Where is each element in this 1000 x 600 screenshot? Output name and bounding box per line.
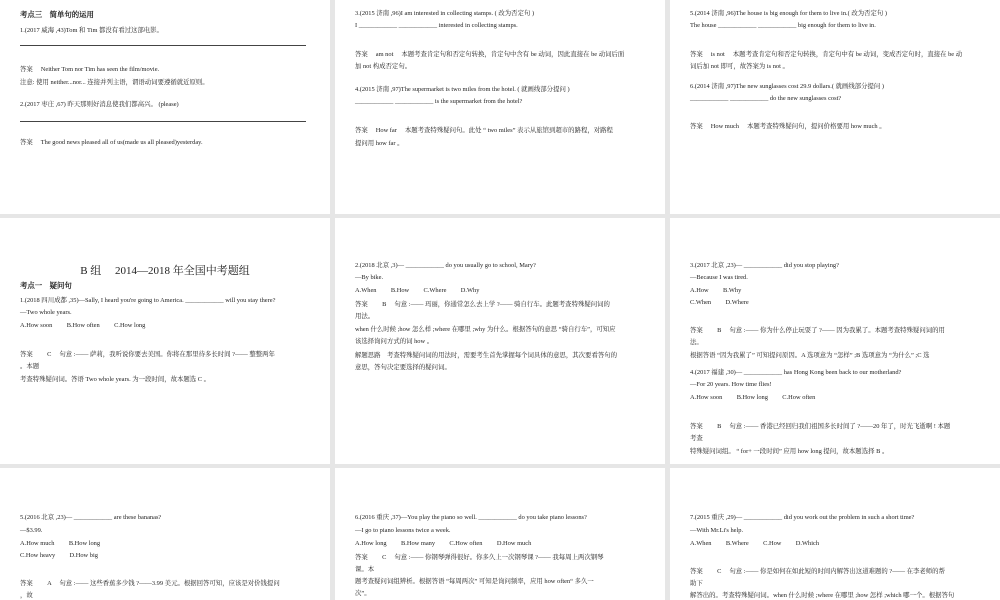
options-text: C.How heavy D.How big xyxy=(20,552,98,559)
answer-text: 答案 C 句意 :—— 你是如何在如此短的时间内解答出这道难题的 ?—— 在李老师的帮 xyxy=(690,568,945,575)
question-text: —Because I was tired. xyxy=(690,274,748,281)
slide-7 xyxy=(0,468,330,600)
answer-text: 课。本 xyxy=(355,566,375,573)
options-text: A.How soon B.How long C.How often xyxy=(690,394,816,401)
question-text: 4.(2015 济南 ,97)The supermarket is two miles from the hotel. ( 就画线部分提问 ) xyxy=(355,86,570,93)
answer-text: 答案 How much 本题考查特殊疑问句，提问价格要用 how much 。 xyxy=(690,123,886,130)
answer-text: 根据答语 “因为我累了” 可知提问原因。A 选项意为 “怎样” ;B 选项意为 “为什么” ;C 选 xyxy=(690,352,930,359)
answer-text: 答案 C 句意 :—— 萨莉，我听说你要去美国。你将在那里待多长时间 ?—— 整整两年 xyxy=(20,351,275,358)
answer-text: 答案 B 句意 :—— 香港已经回归我们祖国多长时间了 ?——20 年了，时光飞逝啊 ! 本题 xyxy=(690,423,951,430)
question-text: 1.(2018 四川成都 ,35)—Sally, I heard you're going to America. ____________ will you stay there? xyxy=(20,297,276,304)
answer-text: 答案 A 句意 :—— 这些香蕉多少钱 ?——3.99 美元。根据回答可知，应该是对价钱提问 xyxy=(20,580,280,587)
tip-text: 解题思路 考查特殊疑问词的用法时，需要考生首先掌握每个词具体的意思，其次要看答句的 xyxy=(355,352,618,359)
question-blank-text: ____________ ____________ is the supermarket from the hotel? xyxy=(355,98,523,105)
question-text: 5.(2016 北京 ,23)— ____________ are these bananas? xyxy=(20,514,162,521)
options-text: A.When B.Where C.How D.Which xyxy=(690,540,820,547)
answer-text: 答案 Neither Tom nor Tim has seen the film/movie. xyxy=(20,66,160,73)
section-heading: 考点一 疑问句 xyxy=(20,281,72,290)
question-text: 6.(2016 重庆 ,37)—You play the piano so well. ____________ do you take piano lessons? xyxy=(355,514,587,521)
answer-text: 助下 xyxy=(690,580,703,587)
answer-text: 加 not 构成否定句。 xyxy=(355,63,412,70)
answer-text: 用法。 xyxy=(355,313,375,320)
question-blank-text: I ____________ ____________ interested in collecting stamps. xyxy=(355,22,518,29)
answer-text: 答案 am not 本题考查肯定句和否定句转换，肯定句中含有 be 动词，因此直接在 be 动词后面 xyxy=(355,51,625,58)
slide-3 xyxy=(670,0,1000,214)
page-title: B 组 2014—2018 年全国中考题组 xyxy=(80,265,250,277)
answer-text: 考查特殊疑问词。答语 Two whole years. 为一段时间，故本题选 C 。 xyxy=(20,376,211,383)
slide-4 xyxy=(0,218,330,464)
answer-text: 该选择询问方式的词 how 。 xyxy=(355,338,434,345)
options-text: A.How much B.How long xyxy=(20,540,101,547)
slide-2 xyxy=(335,0,665,214)
question-text: —With Mr.Li's help. xyxy=(690,527,744,534)
answer-blank-line xyxy=(20,121,306,122)
question-text: —I go to piano lessons twice a week. xyxy=(355,527,451,534)
answer-text: when 什么时候 ;how 怎么样 ;where 在哪里 ;why 为什么。根据答句的意思 “骑自行车”，可知应 xyxy=(355,326,616,333)
slide-5 xyxy=(335,218,665,464)
options-text: A.When B.How C.Where D.Why xyxy=(355,287,480,294)
answer-text: 答案 C 句意 :—— 你钢琴弹得很好。你多久上一次钢琴课 ?—— 我每周上两次钢琴 xyxy=(355,554,604,561)
slide-1 xyxy=(0,0,330,214)
answer-text: 答案 B 句意 :—— 玛丽，你通常怎么去上学 ?—— 骑自行车。此题考查特殊疑问词的 xyxy=(355,301,610,308)
note-text: 注意: 使用 neither...nor... 连接并列主语，谓语动词要遵循就近原则。 xyxy=(20,79,209,86)
answer-text: ，故 xyxy=(20,592,33,599)
question-text: 3.(2017 北京 ,23)— ____________ did you stop playing? xyxy=(690,262,839,269)
answer-text: 考查 xyxy=(690,435,703,442)
slide-6 xyxy=(670,218,1000,464)
question-text: —By bike. xyxy=(355,274,384,281)
answer-text: 特殊疑问词组。 “ for+ 一段时间” 应用 how long 提问，故本题选择 B 。 xyxy=(690,448,889,455)
answer-text: 答案 How far 本题考查特殊疑问句。此处 “ two miles” 表示从旅馆到超市的路程，对路程 xyxy=(355,127,613,134)
answer-text: 题考查疑问词组辨析。根据答语 “每周两次” 可知是询问频率，应用 how often“ 多久一 xyxy=(355,578,594,585)
slide-9 xyxy=(670,468,1000,600)
question-text: —$3.99. xyxy=(20,527,43,534)
slide-8 xyxy=(335,468,665,600)
tip-text: 意思，答句决定要选择的疑问词。 xyxy=(355,364,451,371)
answer-blank-line xyxy=(20,45,306,46)
answer-text: 提问用 how far 。 xyxy=(355,140,404,147)
question-text: —For 20 years. How time flies! xyxy=(690,381,772,388)
answer-text: 答案 is not 本题考查肯定句和否定句转换，肯定句中有 be 动词，变成否定句时，直接在 be 动 xyxy=(690,51,963,58)
question-text: 4.(2017 福建 ,30)— ____________ has Hong Kong been back to our motherland? xyxy=(690,369,902,376)
options-text: A.How long B.How many C.How often D.How much xyxy=(355,540,532,547)
question-text: 3.(2015 济南 ,96)I am interested in collecting stamps. ( 改为否定句 ) xyxy=(355,10,535,17)
question-text: 2.(2017 枣庄 ,67) 昨天那则好消息使我们都高兴。 (please) xyxy=(20,101,179,108)
options-text: A.How soon B.How often C.How long xyxy=(20,322,146,329)
question-text: 5.(2014 济南 ,96)The house is big enough for them to live in.( 改为否定句 ) xyxy=(690,10,888,17)
question-text: 2.(2018 北京 ,3)— ____________ do you usually go to school, Mary? xyxy=(355,262,536,269)
question-blank-text: The house ____________ ____________ big enough for them to live in. xyxy=(690,22,876,29)
options-text: C.When D.Where xyxy=(690,299,749,306)
answer-text: 解答出的。考查特殊疑问词。when 什么时候 ;where 在哪里 ;how 怎样 ;which 哪一个。根据答句 xyxy=(690,592,955,599)
question-text: 6.(2014 济南 ,97)The new sunglasses cost 29.9 dollars.( 就画线部分提问 ) xyxy=(690,83,885,90)
question-text: 1.(2017 威海 ,43)Tom 和 Tim 都没有看过这部电影。 xyxy=(20,27,163,34)
answer-text: 答案 The good news pleased all of us(made us all pleased)yesterday. xyxy=(20,139,203,146)
answer-text: 词后加 not 即可，故答案为 is not 。 xyxy=(690,63,789,70)
question-blank-text: ____________ ____________ do the new sunglasses cost? xyxy=(690,95,842,102)
answer-text: 。本题 xyxy=(20,363,40,370)
answer-text: 答案 B 句意 :—— 你为什么停止玩耍了 ?—— 因为我累了。本题考查特殊疑问词的用 xyxy=(690,327,945,334)
options-text: A.How B.Why xyxy=(690,287,742,294)
section-heading: 考点三 简单句的运用 xyxy=(20,10,94,19)
question-text: —Two whole years. xyxy=(20,309,72,316)
answer-text: 次”。 xyxy=(355,590,371,597)
question-text: 7.(2015 重庆 ,29)— ____________ did you work out the problem in such a short time? xyxy=(690,514,915,521)
answer-text: 法。 xyxy=(690,339,703,346)
